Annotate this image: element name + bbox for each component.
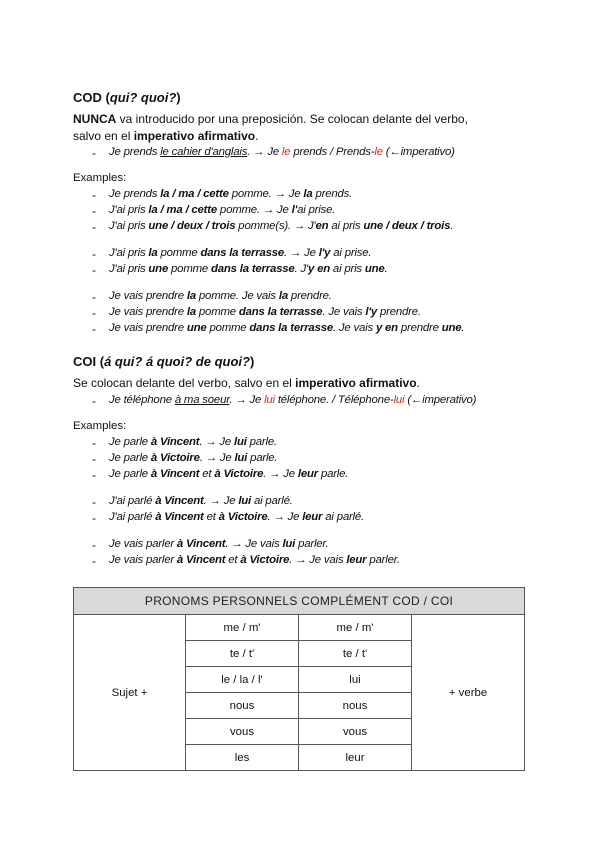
- cod-example: J'ai pris une / deux / trois pomme(s). → J'en ai pris une / deux / trois.: [109, 220, 454, 232]
- coi-example: Je parle à Victoire. → Je lui parle.: [109, 452, 278, 464]
- bullet-dash: -: [92, 452, 96, 466]
- cod-pronoun-cell: me / m': [186, 615, 299, 641]
- bullet-dash: -: [92, 511, 96, 525]
- bullet-dash: -: [92, 146, 96, 160]
- cod-pronoun-cell: nous: [186, 693, 299, 719]
- coi-main-example: Je téléphone à ma soeur. → Je lui téléphone. / Téléphone-lui (←imperativo): [109, 394, 477, 406]
- cod-rule-line1: NUNCA va introducido por una preposición. Se colocan delante del verbo,: [73, 112, 468, 126]
- bullet-dash: -: [92, 306, 96, 320]
- cod-main-example: Je prends le cahier d'anglais. → Je le prends / Prends-le (←imperativo): [109, 146, 455, 158]
- bullet-dash: -: [92, 188, 96, 202]
- cod-example: J'ai pris la / ma / cette pomme. → Je l'ai prise.: [109, 204, 336, 216]
- coi-pronoun-cell: leur: [299, 745, 412, 771]
- cod-example: Je vais prendre la pomme. Je vais la prendre.: [109, 290, 332, 302]
- bullet-dash: -: [92, 263, 96, 277]
- bullet-dash: -: [92, 322, 96, 336]
- cod-example: J'ai pris une pomme dans la terrasse. J'y en ai pris une.: [109, 263, 388, 275]
- bullet-dash: -: [92, 538, 96, 552]
- cod-pronoun-cell: te / t': [186, 641, 299, 667]
- bullet-dash: -: [92, 247, 96, 261]
- bullet-dash: -: [92, 204, 96, 218]
- coi-pronoun-cell: nous: [299, 693, 412, 719]
- coi-example: Je vais parler à Vincent. → Je vais lui parler.: [109, 538, 329, 550]
- cod-example: Je prends la / ma / cette pomme. → Je la prends.: [109, 188, 353, 200]
- bullet-dash: -: [92, 468, 96, 482]
- bullet-dash: -: [92, 290, 96, 304]
- cod-pronoun-cell: vous: [186, 719, 299, 745]
- coi-examples-label: Examples:: [73, 420, 127, 432]
- coi-example: Je vais parler à Vincent et à Victoire. → Je vais leur parler.: [109, 554, 400, 566]
- cod-heading: COD (qui? quoi?): [73, 90, 181, 105]
- pronouns-table: [73, 587, 525, 771]
- coi-rule: Se colocan delante del verbo, salvo en el imperativo afirmativo.: [73, 376, 420, 390]
- bullet-dash: -: [92, 554, 96, 568]
- coi-example: Je parle à Vincent. → Je lui parle.: [109, 436, 277, 448]
- verb-cell: + verbe: [412, 615, 525, 771]
- coi-heading: COI (á qui? á quoi? de quoi?): [73, 354, 255, 369]
- coi-pronoun-cell: te / t': [299, 641, 412, 667]
- coi-pronoun-cell: me / m': [299, 615, 412, 641]
- cod-example: Je vais prendre une pomme dans la terrasse. Je vais y en prendre une.: [109, 322, 465, 334]
- cod-examples-label: Examples:: [73, 172, 127, 184]
- coi-example: Je parle à Vincent et à Victoire. → Je leur parle.: [109, 468, 349, 480]
- cod-pronoun-cell: les: [186, 745, 299, 771]
- cod-example: J'ai pris la pomme dans la terrasse. → Je l'y ai prise.: [109, 247, 372, 259]
- coi-example: J'ai parlé à Vincent et à Victoire. → Je leur ai parlé.: [109, 511, 364, 523]
- bullet-dash: -: [92, 495, 96, 509]
- coi-example: J'ai parlé à Vincent. → Je lui ai parlé.: [109, 495, 293, 507]
- subject-cell: Sujet +: [74, 615, 186, 771]
- bullet-dash: -: [92, 220, 96, 234]
- bullet-dash: -: [92, 436, 96, 450]
- cod-pronoun-cell: le / la / l': [186, 667, 299, 693]
- cod-rule-line2: salvo en el imperativo afirmativo.: [73, 129, 259, 143]
- coi-pronoun-cell: vous: [299, 719, 412, 745]
- coi-pronoun-cell: lui: [299, 667, 412, 693]
- bullet-dash: -: [92, 394, 96, 408]
- cod-example: Je vais prendre la pomme dans la terrasse. Je vais l'y prendre.: [109, 306, 421, 318]
- table-header: PRONOMS PERSONNELS COMPLÉMENT COD / COI: [74, 588, 525, 615]
